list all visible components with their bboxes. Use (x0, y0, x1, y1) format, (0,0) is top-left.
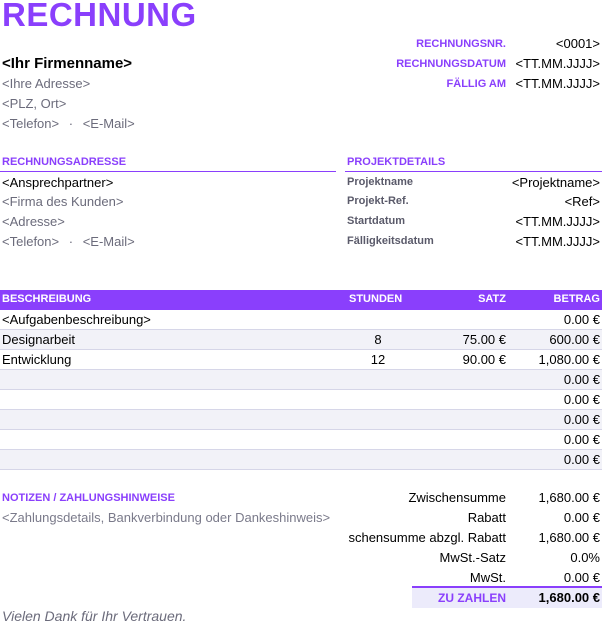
project-name-label: Projektname (347, 176, 414, 188)
row-amount: 0.00 € (563, 392, 600, 407)
table-row (0, 430, 602, 450)
project-due-label: Fälligkeitsdatum (347, 235, 434, 247)
row-rate: 75.00 € (462, 332, 506, 347)
row-amount: 0.00 € (563, 312, 600, 327)
billing-phone: <Telefon> (2, 234, 60, 249)
tax-label: MwSt. (469, 570, 506, 585)
billing-email: <E-Mail> (82, 234, 135, 249)
notes-text: <Zahlungsdetails, Bankverbindung oder Dankeshinweis> (2, 510, 331, 525)
row-hours: 8 (374, 332, 382, 347)
row-amount: 0.00 € (563, 432, 600, 447)
row-amount: 0.00 € (563, 452, 600, 467)
billing-heading: RECHNUNGSADRESSE (2, 156, 127, 168)
col-rate: SATZ (478, 293, 506, 305)
amount-due-value: 1,680.00 € (538, 590, 600, 605)
subtotal-label: Zwischensumme (408, 490, 506, 505)
thank-you-note: Vielen Dank für Ihr Vertrauen. (2, 608, 187, 622)
tax-rate-value: 0.0% (570, 550, 600, 565)
table-row (0, 410, 602, 430)
invoice-number-label: RECHNUNGSNR. (416, 38, 506, 50)
discount-value: 0.00 € (563, 510, 600, 525)
invoice-date-label: RECHNUNGSDATUM (396, 58, 506, 70)
project-start-label: Startdatum (347, 215, 406, 227)
amount-due-box (412, 586, 602, 608)
due-date-label: FÄLLIG AM (446, 78, 506, 90)
project-name: <Projektname> (511, 175, 600, 190)
row-amount: 1,080.00 € (538, 352, 600, 367)
billing-address: <Adresse> (2, 214, 65, 229)
table-row (0, 370, 602, 390)
company-city: <PLZ, Ort> (2, 96, 67, 111)
amount-due-label: ZU ZAHLEN (438, 591, 506, 605)
billing-company: <Firma des Kunden> (2, 194, 124, 209)
subtotal-value: 1,680.00 € (538, 490, 600, 505)
project-due: <TT.MM.JJJJ> (515, 234, 600, 249)
row-description: <Aufgabenbeschreibung> (2, 312, 151, 327)
separator-dot: · (68, 234, 74, 249)
after-discount-label: schensumme abzgl. Rabatt (348, 530, 506, 545)
separator-dot: · (68, 116, 74, 131)
project-ref: <Ref> (564, 194, 600, 209)
billing-contact-line (2, 234, 135, 249)
row-amount: 0.00 € (563, 412, 600, 427)
invoice-date: <TT.MM.JJJJ> (515, 56, 600, 71)
invoice-title: RECHNUNG (2, 0, 197, 33)
row-description: Entwicklung (2, 352, 72, 367)
table-row (0, 330, 602, 350)
row-amount: 0.00 € (563, 372, 600, 387)
row-hours: 12 (370, 352, 386, 367)
tax-value: 0.00 € (563, 570, 600, 585)
discount-label: Rabatt (467, 510, 506, 525)
invoice-number: <0001> (555, 36, 600, 51)
project-divider (345, 171, 602, 172)
table-row (0, 310, 602, 330)
company-email: <E-Mail> (82, 116, 135, 131)
tax-rate-label: MwSt.-Satz (439, 550, 506, 565)
notes-heading: NOTIZEN / ZAHLUNGSHINWEISE (2, 492, 175, 504)
company-contact-line (2, 116, 135, 131)
project-ref-label: Projekt-Ref. (347, 195, 409, 207)
row-rate: 90.00 € (462, 352, 506, 367)
due-date: <TT.MM.JJJJ> (515, 76, 600, 91)
col-description: BESCHREIBUNG (2, 293, 92, 305)
table-row (0, 350, 602, 370)
billing-divider (0, 171, 336, 172)
table-row (0, 390, 602, 410)
company-name: <Ihr Firmenname> (2, 55, 133, 72)
after-discount-value: 1,680.00 € (538, 530, 600, 545)
project-heading: PROJEKTDETAILS (347, 156, 446, 168)
company-phone: <Telefon> (2, 116, 60, 131)
company-address: <Ihre Adresse> (2, 76, 91, 91)
billing-contact: <Ansprechpartner> (2, 175, 114, 190)
col-amount: BETRAG (553, 293, 600, 305)
row-description: Designarbeit (2, 332, 75, 347)
row-amount: 600.00 € (549, 332, 600, 347)
col-hours: STUNDEN (349, 293, 403, 305)
project-start: <TT.MM.JJJJ> (515, 214, 600, 229)
table-row (0, 450, 602, 470)
table-header (0, 290, 602, 310)
